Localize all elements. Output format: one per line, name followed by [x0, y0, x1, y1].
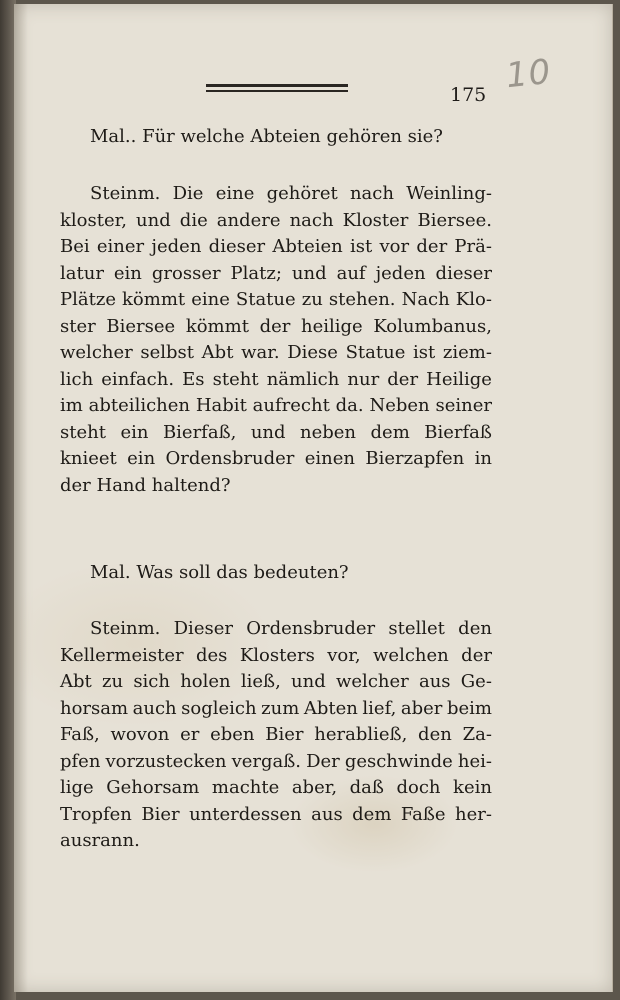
paragraph-question-1	[60, 124, 492, 151]
text-line: steht ein Bierfaß, und neben dem Bierfaß	[60, 421, 492, 443]
text-line: Mal. Was soll das bedeuten?	[90, 562, 349, 583]
text-line: Tropfen Bier unterdessen aus dem Faße her-	[60, 803, 492, 825]
text-line: ausrann.	[60, 830, 140, 851]
text-line: ster Biersee kömmt der heilige Kolumbanus,	[60, 315, 492, 337]
text-line: Steinm. Dieser Ordensbruder stellet den	[90, 618, 492, 639]
paragraph-answer-2	[60, 616, 492, 855]
paragraph-question-2	[60, 560, 492, 587]
header-rule	[206, 84, 348, 92]
text-line: horsam auch sogleich zum Abten lief, aber beim	[60, 697, 492, 719]
text-line: der Hand haltend?	[60, 474, 231, 496]
page-number: 175	[450, 84, 487, 106]
paragraph-answer-1	[60, 181, 492, 499]
text-line: Mal.. Für welche Abteien gehören sie?	[90, 126, 443, 147]
text-line: knieet ein Ordensbruder einen Bierzapfen in	[60, 448, 492, 469]
text-line: Faß, wovon er eben Bier herabließ, den Za-	[60, 724, 492, 745]
text-line: Plätze kömmt eine Statue zu stehen. Nach Klo-	[60, 289, 492, 310]
text-line: kloster, und die andere nach Kloster Biersee.	[60, 209, 492, 231]
text-line: welcher selbst Abt war. Diese Statue ist ziem-	[60, 342, 492, 363]
text-line: Steinm. Die eine gehöret nach Weinling-	[90, 183, 492, 204]
text-line: Abt zu sich holen ließ, und welcher aus Ge-	[60, 671, 492, 692]
text-line: Bei einer jeden dieser Abteien ist vor der Prä-	[60, 236, 492, 257]
pencil-mark: 10	[504, 51, 554, 97]
text-line: Kellermeister des Klosters vor, welchen der	[60, 644, 492, 666]
text-line: im abteilichen Habit aufrecht da. Neben seiner	[60, 395, 492, 416]
text-line: lich einfach. Es steht nämlich nur der Heilige	[60, 368, 492, 390]
text-line: pfen vorzustecken vergaß. Der geschwinde hei-	[60, 750, 492, 772]
text-line: lige Gehorsam machte aber, daß doch kein	[60, 777, 492, 798]
text-line: latur ein grosser Platz; und auf jeden dieser	[60, 262, 492, 284]
